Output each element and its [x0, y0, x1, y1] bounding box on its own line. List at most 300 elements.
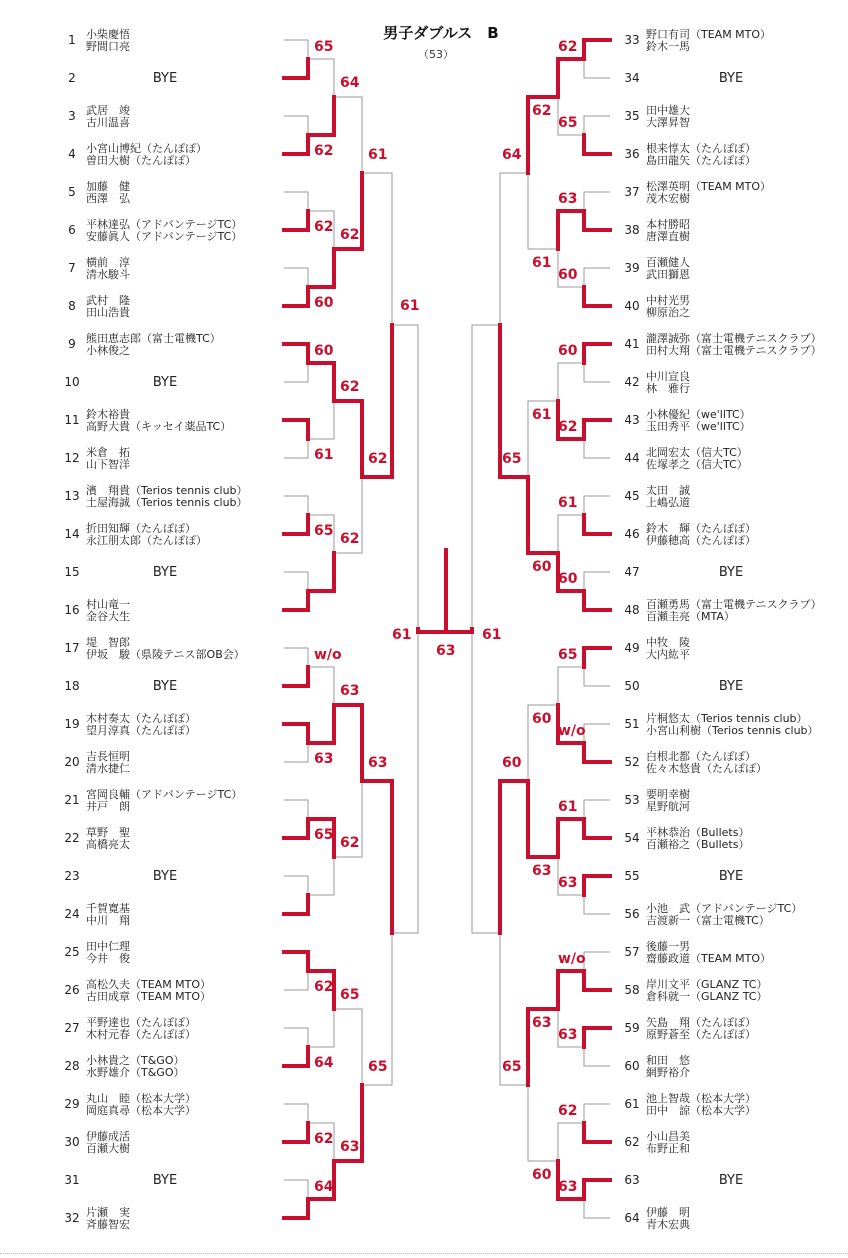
player-name: 佐々木悠貴（たんぽぽ） [646, 762, 767, 775]
player-name: 倉科就一（GLANZ TC） [646, 990, 768, 1003]
bracket-connector [584, 116, 610, 154]
entry-32 [64, 1205, 130, 1231]
match-score: 60 [558, 571, 578, 587]
winner-line [284, 211, 308, 230]
player-name: 武居 竣 [86, 104, 130, 117]
player-name: 野間口亮 [86, 40, 130, 53]
bracket-connector [584, 268, 610, 306]
winner-line [284, 1047, 308, 1066]
bracket-connector [584, 724, 610, 762]
entry-61 [624, 1091, 756, 1117]
player-name: 青木宏典 [646, 1218, 690, 1231]
entry-56 [624, 901, 802, 927]
player-name: 武村 隆 [86, 294, 130, 307]
player-name: 加藤 健 [86, 180, 130, 193]
entry-34 [624, 71, 743, 86]
bracket-connector [284, 648, 308, 686]
entry-43 [624, 407, 750, 433]
entry-2 [68, 71, 177, 86]
seed-number: 27 [64, 1021, 80, 1035]
winner-line [284, 1123, 308, 1142]
seed-number: 24 [64, 907, 80, 921]
bracket-connector [584, 648, 610, 686]
entry-20 [64, 749, 130, 775]
player-name: 堤 智郎 [86, 636, 130, 649]
entry-62 [624, 1129, 690, 1155]
entry-29 [64, 1091, 196, 1117]
entry-13 [64, 483, 247, 509]
page-subtitle: （53） [418, 48, 454, 61]
player-name: 伊藤穂高（たんぽぽ） [646, 534, 756, 547]
player-name: 原野蒼至（たんぽぽ） [646, 1028, 756, 1041]
player-name: 村山竜一 [86, 598, 130, 611]
match-score: 61 [314, 447, 334, 463]
entry-46 [624, 521, 756, 547]
entry-35 [624, 103, 690, 129]
page-title: 男子ダブルス B [383, 24, 499, 42]
player-name: 小宮山博紀（たんぽぽ） [86, 142, 207, 155]
seed-number: 30 [64, 1135, 80, 1149]
player-name: 上嶋弘道 [646, 496, 690, 509]
winner-line [584, 515, 610, 534]
match-score: 62 [340, 835, 360, 851]
entry-4 [68, 141, 207, 167]
player-name: 田中雄大 [646, 104, 690, 117]
player-name: 折田知輝（たんぽぽ） [86, 522, 196, 535]
winner-line [284, 591, 308, 610]
seed-number: 53 [624, 793, 640, 807]
player-name: 小林優紀（we'llTC） [646, 408, 751, 421]
seed-number: 22 [64, 831, 80, 845]
seed-number: 61 [624, 1097, 640, 1111]
seed-number: 28 [64, 1059, 80, 1073]
entry-24 [64, 901, 130, 927]
player-name: 曽田大樹（たんぽぽ） [86, 154, 196, 167]
seed-number: 23 [64, 869, 80, 883]
player-name: 大澤昇智 [646, 116, 690, 129]
winner-line [308, 553, 334, 591]
winner-line [584, 420, 610, 439]
bottom-divider [0, 1253, 848, 1254]
winner-line [558, 819, 584, 857]
entry-47 [624, 565, 743, 580]
winner-line [284, 135, 308, 154]
player-name: 小池 武（アドバンテージTC） [646, 902, 803, 915]
player-name: 高橋亮太 [86, 838, 130, 851]
winner-line [584, 1180, 610, 1199]
player-name: 井戸 朗 [86, 800, 130, 813]
winner-line [500, 781, 528, 933]
seed-number: 29 [64, 1097, 80, 1111]
player-name: 平林恭治（Bullets） [646, 826, 750, 839]
player-name: 島田龍矢（たんぽぽ） [646, 154, 756, 167]
match-score: 63 [558, 191, 578, 207]
entry-10 [64, 375, 177, 390]
entry-49 [624, 635, 690, 661]
player-name: 百瀬大樹 [86, 1142, 130, 1155]
player-name: 田中仁理 [86, 940, 130, 953]
player-name: 永江朋太郎（たんぽぽ） [86, 534, 207, 547]
match-score: 63 [558, 1027, 578, 1043]
player-name: 中牧 陵 [646, 636, 690, 649]
player-name: 矢島 翔（たんぽぽ） [646, 1016, 756, 1029]
player-name: 小林俊之 [86, 344, 130, 357]
seed-number: 57 [624, 945, 640, 959]
winner-line [308, 705, 334, 743]
match-score: 61 [482, 627, 502, 643]
bracket-connector [284, 800, 308, 838]
winner-line [558, 211, 584, 249]
bracket-connector [584, 192, 610, 230]
winner-line [284, 819, 308, 838]
winner-line [284, 59, 308, 78]
bye-label: BYE [718, 71, 744, 86]
match-score: 63 [368, 755, 388, 771]
seed-number: 51 [624, 717, 640, 731]
bracket-connector [584, 1180, 610, 1218]
entry-33 [624, 28, 771, 53]
entry-15 [64, 565, 177, 580]
match-score: 65 [558, 647, 578, 663]
bracket-connector [284, 496, 308, 534]
bracket-connector [308, 667, 334, 743]
player-name: 唐澤直樹 [646, 230, 690, 243]
match-score: 61 [558, 799, 578, 815]
player-name: 岡庭真尋（松本大学） [86, 1104, 196, 1117]
entry-60 [624, 1054, 691, 1079]
seed-number: 35 [624, 109, 640, 123]
bracket-connector [500, 781, 528, 1085]
match-score: 62 [532, 103, 552, 119]
seed-number: 1 [68, 33, 76, 47]
seed-number: 14 [64, 527, 80, 541]
bracket-connector [500, 173, 528, 477]
winner-line [284, 952, 308, 971]
seed-number: 31 [64, 1173, 80, 1187]
winner-line [308, 363, 334, 401]
winner-line [362, 781, 392, 933]
entry-28 [64, 1053, 184, 1079]
bye-label: BYE [152, 1173, 178, 1188]
bracket-connector [308, 363, 334, 439]
player-name: 玉田秀平（we'llTC） [646, 420, 751, 433]
player-name: 和田 悠 [646, 1054, 690, 1067]
match-score: 60 [558, 267, 578, 283]
player-name: 北岡宏太（信大TC） [646, 446, 748, 459]
player-name: 西澤 弘 [86, 192, 130, 205]
player-name: 根来惇太（たんぽぽ） [646, 142, 756, 155]
seed-number: 46 [624, 527, 640, 541]
winner-line [558, 59, 584, 97]
entry-64 [624, 1205, 691, 1231]
entry-7 [68, 255, 130, 281]
match-score: 60 [532, 711, 552, 727]
entry-11 [64, 407, 231, 433]
match-score: w/o [314, 647, 342, 663]
seed-number: 58 [624, 983, 640, 997]
seed-number: 15 [64, 565, 80, 579]
match-score: 65 [502, 1059, 522, 1075]
match-score: 65 [314, 827, 334, 843]
seed-number: 13 [64, 489, 80, 503]
player-name: 木村奏太（たんぽぽ） [86, 712, 196, 725]
player-name: 高松久夫（TEAM MTO） [86, 978, 212, 991]
player-name: 吉渡新一（富士電機TC） [646, 914, 770, 927]
bracket-connector [584, 420, 610, 458]
entry-54 [624, 825, 749, 851]
bracket-connector [284, 572, 308, 610]
entry-31 [64, 1173, 177, 1188]
winner-line [558, 971, 584, 1009]
player-name: 千賀寛基 [86, 902, 130, 915]
match-score: 62 [368, 451, 388, 467]
match-score: 62 [340, 531, 360, 547]
entry-41 [624, 331, 821, 357]
seed-number: 4 [68, 147, 76, 161]
player-name: 草野 聖 [86, 826, 130, 839]
bracket-connector [584, 344, 610, 382]
winner-line [334, 401, 362, 477]
seed-number: 3 [68, 109, 76, 123]
entry-8 [68, 293, 131, 319]
entry-6 [68, 217, 242, 243]
seed-number: 40 [624, 299, 640, 313]
winner-line [584, 1123, 610, 1142]
scores [314, 39, 586, 1195]
match-score: 63 [314, 751, 334, 767]
final-line-right [446, 550, 472, 632]
player-name: 瀧澤誠弥（富士電機テニスクラブ） [646, 332, 822, 345]
match-score: 63 [340, 683, 360, 699]
seed-number: 62 [624, 1135, 640, 1149]
bracket-connector [584, 496, 610, 534]
entry-22 [64, 825, 130, 851]
entry-40 [624, 293, 690, 319]
bracket-connector [284, 192, 308, 230]
entry-5 [68, 179, 131, 205]
seed-number: 59 [624, 1021, 640, 1035]
winner-line [584, 743, 610, 762]
match-score: 65 [314, 523, 334, 539]
player-name: 田村大翔（富士電機テニスクラブ） [646, 344, 822, 357]
bracket-connector [584, 876, 610, 914]
winner-line [584, 211, 610, 230]
match-score: 65 [340, 987, 360, 1003]
player-name: 林 雅行 [646, 382, 690, 395]
seed-number: 42 [624, 375, 640, 389]
player-name: 清水捷仁 [86, 762, 130, 775]
match-score: 64 [340, 75, 360, 91]
player-name: 鈴木 輝（たんぽぽ） [646, 522, 756, 535]
entry-48 [624, 597, 821, 623]
bye-label: BYE [152, 375, 178, 390]
seed-number: 33 [624, 33, 640, 47]
player-name: 齋藤政道（TEAM MTO） [646, 952, 772, 965]
seed-number: 17 [64, 641, 80, 655]
player-name: 安藤眞人（アドバンテージTC） [86, 230, 243, 243]
player-name: 木村元春（たんぽぽ） [86, 1028, 196, 1041]
match-score: 62 [314, 1131, 334, 1147]
final-score: 63 [436, 643, 456, 659]
player-name: 百瀬裕之（Bullets） [646, 838, 750, 851]
seed-number: 37 [624, 185, 640, 199]
winner-line [284, 724, 308, 743]
bracket-connector [584, 1104, 610, 1142]
match-score: 61 [400, 298, 420, 314]
entry-37 [624, 179, 771, 205]
bracket-connector [528, 97, 558, 249]
seed-number: 47 [624, 565, 640, 579]
seed-number: 50 [624, 679, 640, 693]
seed-number: 45 [624, 489, 640, 503]
match-score: w/o [558, 951, 586, 967]
bye-label: BYE [152, 679, 178, 694]
match-score: 64 [314, 1179, 334, 1195]
entry-36 [624, 141, 756, 167]
player-name: 白根北都（たんぽぽ） [646, 750, 756, 763]
seed-number: 16 [64, 603, 80, 617]
player-name: 要明幸樹 [646, 788, 690, 801]
entry-50 [624, 679, 743, 694]
entry-9 [68, 331, 221, 357]
seed-number: 18 [64, 679, 80, 693]
winner-line [584, 971, 610, 990]
winner-line [284, 420, 308, 439]
entry-19 [64, 711, 196, 737]
match-score: 62 [558, 39, 578, 55]
bye-label: BYE [152, 869, 178, 884]
entry-16 [64, 597, 130, 623]
winner-line [284, 344, 308, 363]
winner-line [584, 819, 610, 838]
bye-label: BYE [718, 1173, 744, 1188]
player-name: 伊藤成活 [86, 1130, 130, 1143]
seed-number: 32 [64, 1211, 80, 1225]
bracket-connector [284, 268, 308, 306]
seed-number: 34 [624, 71, 640, 85]
entry-3 [68, 103, 131, 129]
entry-55 [624, 869, 743, 884]
seed-number: 41 [624, 337, 640, 351]
entry-26 [64, 977, 211, 1003]
seed-number: 55 [624, 869, 640, 883]
player-name: 百瀬勇馬（富士電機テニスクラブ） [646, 598, 822, 611]
player-name: 中村光男 [646, 294, 690, 307]
entry-51 [624, 711, 818, 737]
bracket-connector [584, 572, 610, 610]
match-score: 61 [532, 255, 552, 271]
entry-1 [68, 27, 130, 53]
player-name: 茂木宏樹 [646, 192, 690, 205]
seed-number: 64 [624, 1211, 640, 1225]
bracket-connector [284, 1180, 308, 1218]
seed-number: 7 [68, 261, 76, 275]
entry-27 [64, 1015, 196, 1041]
player-name: 武田獅恩 [646, 268, 690, 281]
bye-label: BYE [718, 565, 744, 580]
entry-42 [624, 369, 690, 395]
player-name: 池上智哉（松本大学） [646, 1092, 756, 1105]
match-score: 62 [340, 379, 360, 395]
winner-line [584, 40, 610, 59]
match-score: 63 [340, 1139, 360, 1155]
seed-number: 5 [68, 185, 76, 199]
player-name: 伊藤 明 [646, 1206, 690, 1219]
match-score: 62 [314, 979, 334, 995]
player-name: 後藤一男 [646, 940, 690, 953]
bracket-connector [584, 952, 610, 990]
player-name: 鈴木一馬 [646, 40, 690, 53]
match-score: 61 [392, 627, 412, 643]
player-name: 本村勝昭 [646, 218, 690, 231]
player-name: 古川温喜 [86, 116, 130, 129]
player-name: 熊田恵志郎（富士電機TC） [86, 332, 221, 345]
match-score: 60 [558, 343, 578, 359]
seed-number: 8 [68, 299, 76, 313]
player-name: 布野正和 [646, 1142, 690, 1155]
player-name: 星野航河 [646, 800, 690, 813]
bye-label: BYE [152, 71, 178, 86]
player-name: 金谷大生 [86, 610, 130, 623]
player-name: 平林達弘（アドバンテージTC） [86, 218, 243, 231]
player-name: 平野達也（たんぽぽ） [86, 1016, 196, 1029]
entry-25 [64, 939, 130, 965]
bracket-connector [284, 420, 308, 458]
match-score: 63 [558, 875, 578, 891]
player-name: 望月淳真（たんぽぽ） [86, 724, 196, 737]
player-name: 片瀬 実 [86, 1206, 130, 1219]
player-name: 網野裕介 [646, 1066, 690, 1079]
final-line-left [418, 629, 446, 632]
winner-line [284, 287, 308, 306]
match-score: 63 [558, 1179, 578, 1195]
player-name: 山下智洋 [86, 458, 130, 471]
player-name: 濱 翔貴（Terios tennis club） [86, 484, 248, 497]
winner-line [284, 1199, 308, 1218]
entry-57 [624, 939, 771, 965]
entry-21 [64, 787, 242, 813]
player-name: 小山昌美 [646, 1130, 690, 1143]
seed-number: 25 [64, 945, 80, 959]
match-score: 64 [314, 1055, 334, 1071]
player-name: 小柴慶悟 [86, 28, 130, 41]
player-name: 吉長恒明 [86, 750, 130, 763]
bracket-connector [528, 1009, 558, 1161]
winner-line [334, 705, 362, 781]
match-score: 63 [532, 863, 552, 879]
player-name: 清水駿斗 [86, 268, 130, 281]
match-score: 62 [340, 227, 360, 243]
bracket-connector [528, 705, 558, 857]
entry-63 [624, 1173, 743, 1188]
seed-number: 12 [64, 451, 80, 465]
player-name: 小宮山利樹（Terios tennis club） [646, 724, 819, 737]
entry-18 [64, 679, 177, 694]
match-score: 60 [532, 1167, 552, 1183]
seed-number: 54 [624, 831, 640, 845]
match-score: 65 [314, 39, 334, 55]
bye-label: BYE [718, 679, 744, 694]
match-score: 62 [314, 143, 334, 159]
entry-45 [624, 483, 690, 509]
match-score: 63 [532, 1015, 552, 1031]
winner-line [584, 591, 610, 610]
player-name: 岸川文平（GLANZ TC） [646, 978, 768, 991]
bye-label: BYE [718, 869, 744, 884]
entry-58 [624, 977, 767, 1003]
seed-number: 21 [64, 793, 80, 807]
player-name: 太田 誠 [646, 484, 690, 497]
